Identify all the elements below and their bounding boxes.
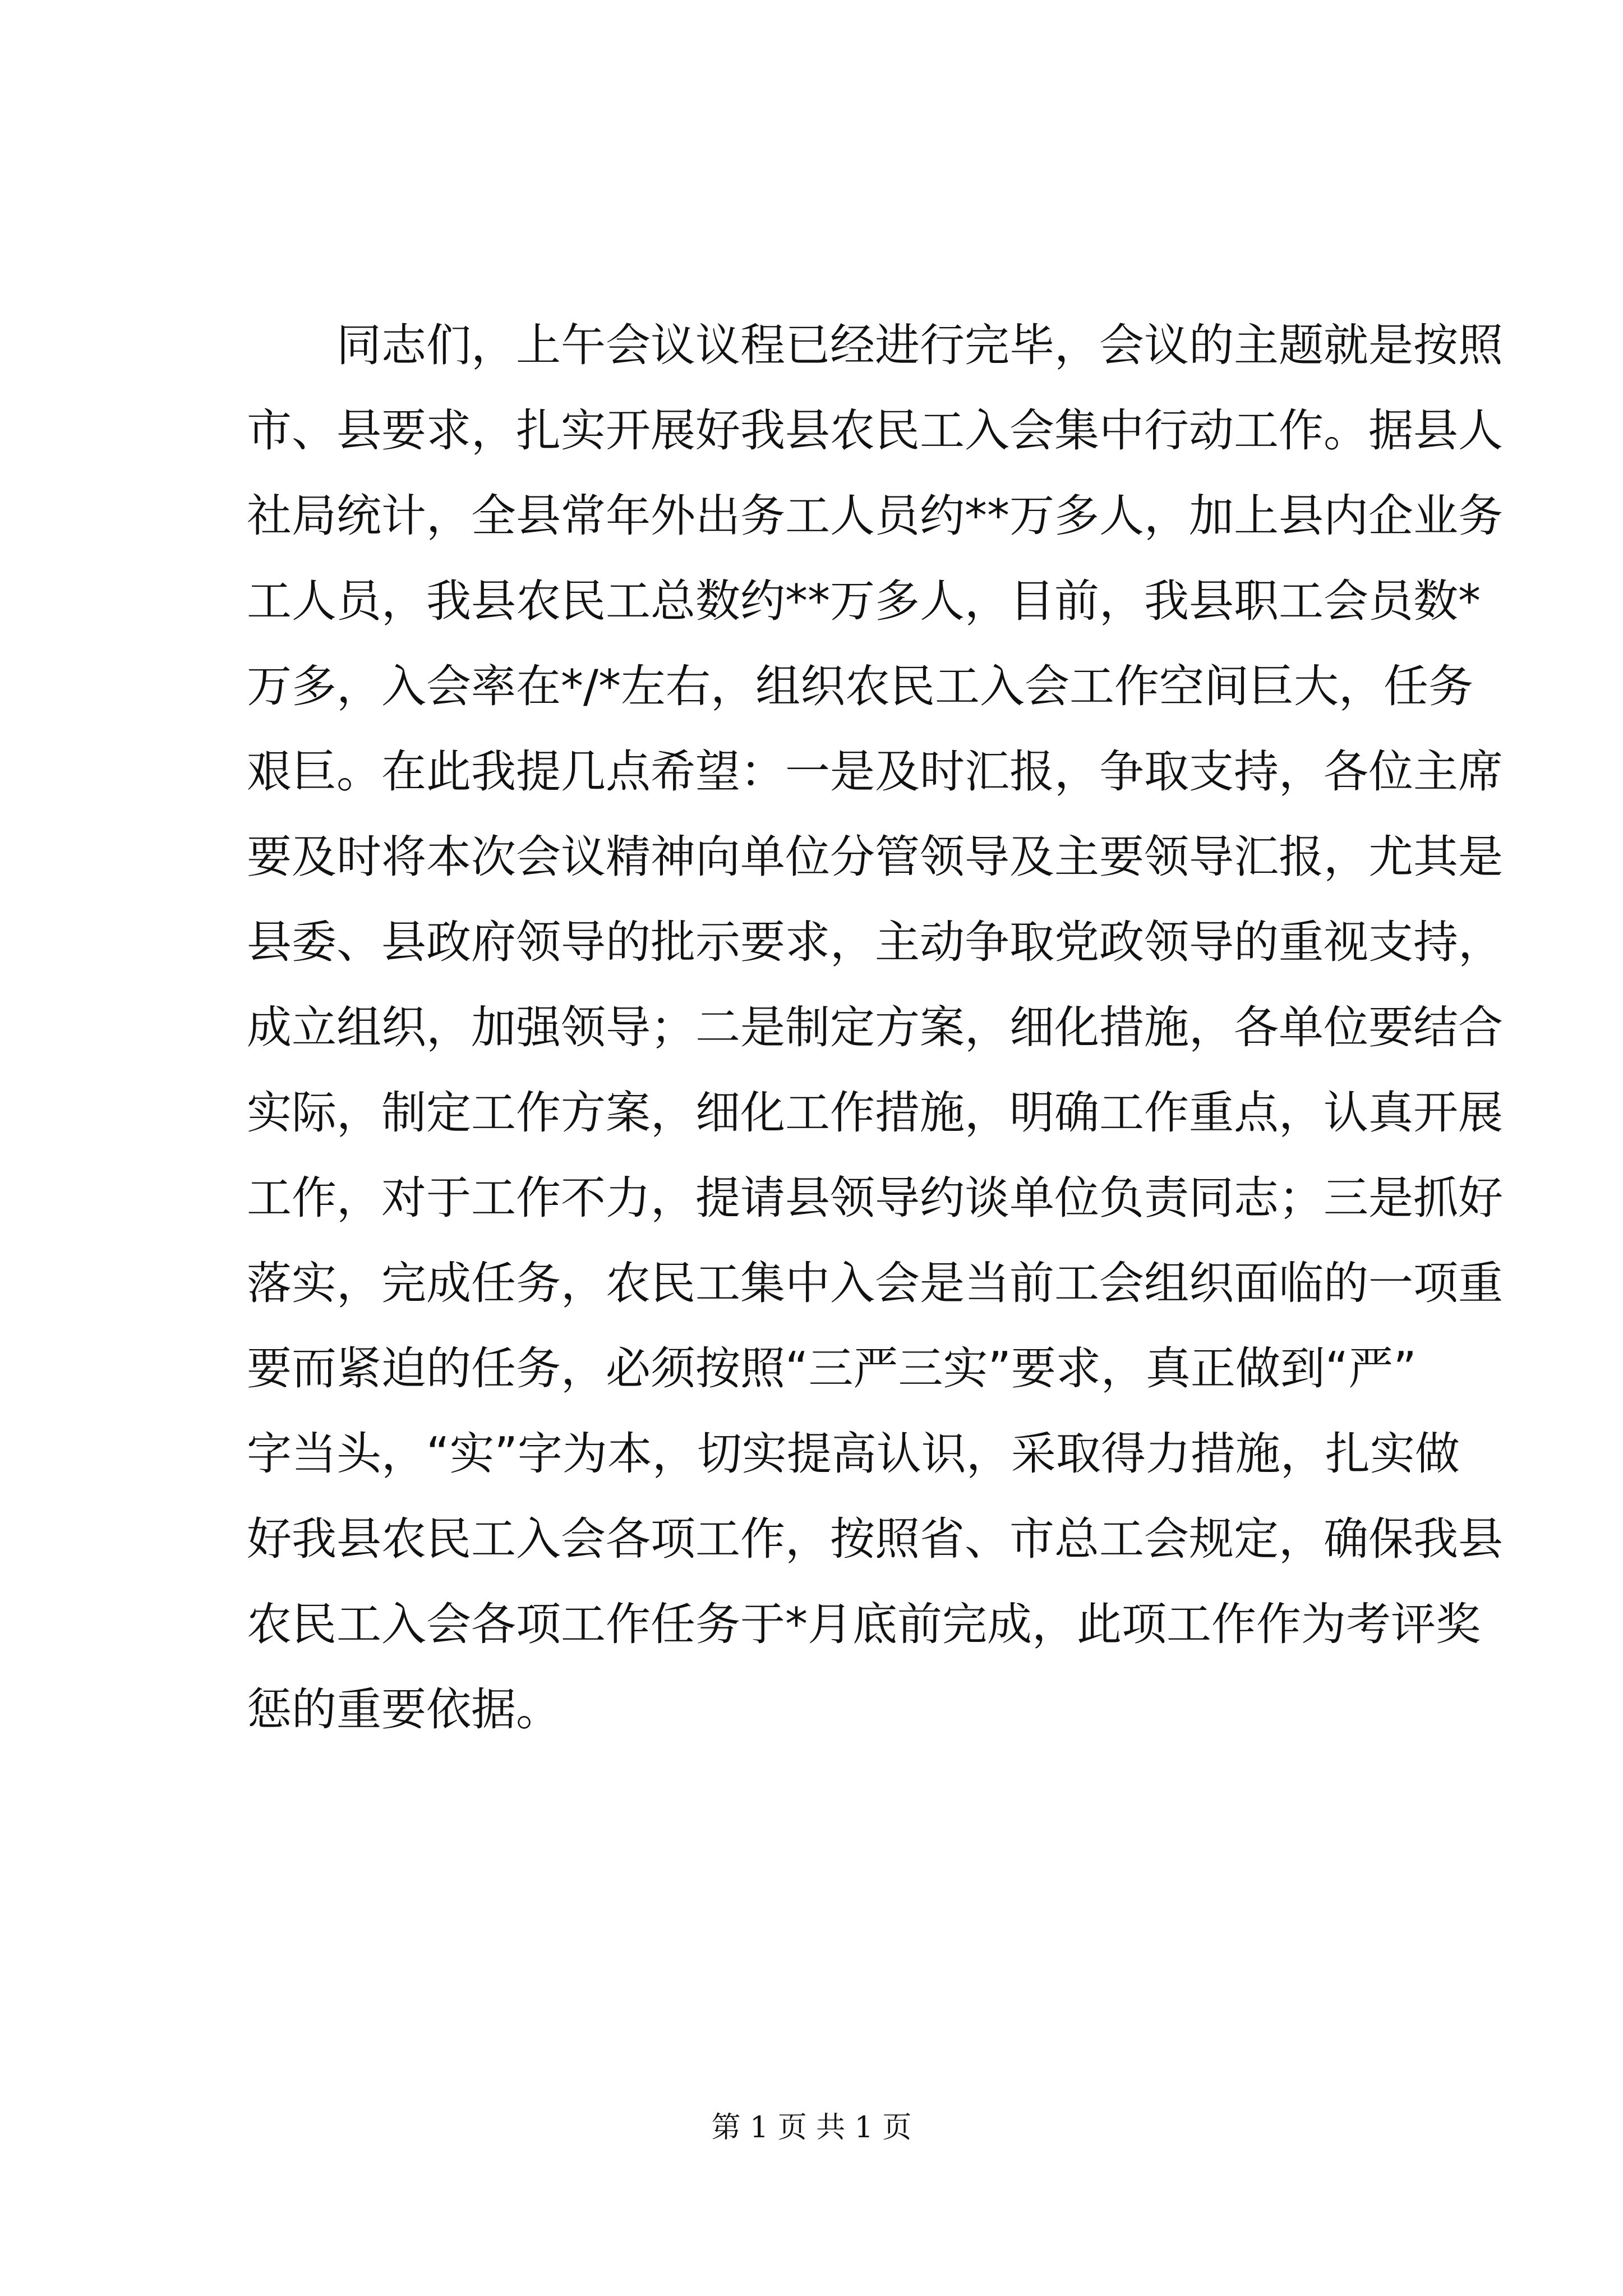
paragraph-line: 要而紧迫的任务，必须按照“三严三实”要求，真正做到“严” bbox=[247, 1342, 1417, 1395]
paragraph-line: 农民工入会各项工作任务于*月底前完成，此项工作作为考评奖 bbox=[247, 1598, 1481, 1650]
paragraph-line: 字当头，“实”字为本，切实提高认识，采取得力措施，扎实做 bbox=[247, 1428, 1460, 1480]
paragraph-line: 实际，制定工作方案，细化工作措施，明确工作重点，认真开展 bbox=[247, 1087, 1503, 1139]
paragraph-line: 工人员，我县农民工总数约**万多人，目前，我县职工会员数* bbox=[247, 575, 1481, 627]
paragraph-line: 县委、县政府领导的批示要求，主动争取党政领导的重视支持， bbox=[247, 916, 1503, 968]
paragraph-line: 万多，入会率在*/*左右，组织农民工入会工作空间巨大，任务 bbox=[247, 660, 1473, 712]
paragraph-line: 惩的重要依据。 bbox=[247, 1683, 561, 1736]
paragraph-line: 落实，完成任务，农民工集中入会是当前工会组织面临的一项重 bbox=[247, 1257, 1503, 1309]
paragraph-line: 社局统计，全县常年外出务工人员约**万多人，加上县内企业务 bbox=[247, 490, 1503, 542]
page-footer: 第 1 页 共 1 页 bbox=[711, 2111, 912, 2145]
paragraph-line: 艰巨。在此我提几点希望：一是及时汇报，争取支持，各位主席 bbox=[247, 746, 1503, 798]
paragraph-line: 工作，对于工作不力，提请县领导约谈单位负责同志；三是抓好 bbox=[247, 1172, 1503, 1224]
paragraph-line: 要及时将本次会议精神向单位分管领导及主要领导汇报，尤其是 bbox=[247, 831, 1503, 883]
paragraph-line: 同志们，上午会议议程已经进行完毕，会议的主题就是按照 bbox=[336, 319, 1503, 371]
body-paragraph bbox=[247, 303, 1503, 1752]
paragraph-line: 成立组织，加强领导；二是制定方案，细化措施，各单位要结合 bbox=[247, 1001, 1503, 1053]
paragraph-line: 市、县要求，扎实开展好我县农民工入会集中行动工作。据县人 bbox=[247, 404, 1503, 457]
paragraph-line: 好我县农民工入会各项工作，按照省、市总工会规定，确保我县 bbox=[247, 1513, 1503, 1565]
